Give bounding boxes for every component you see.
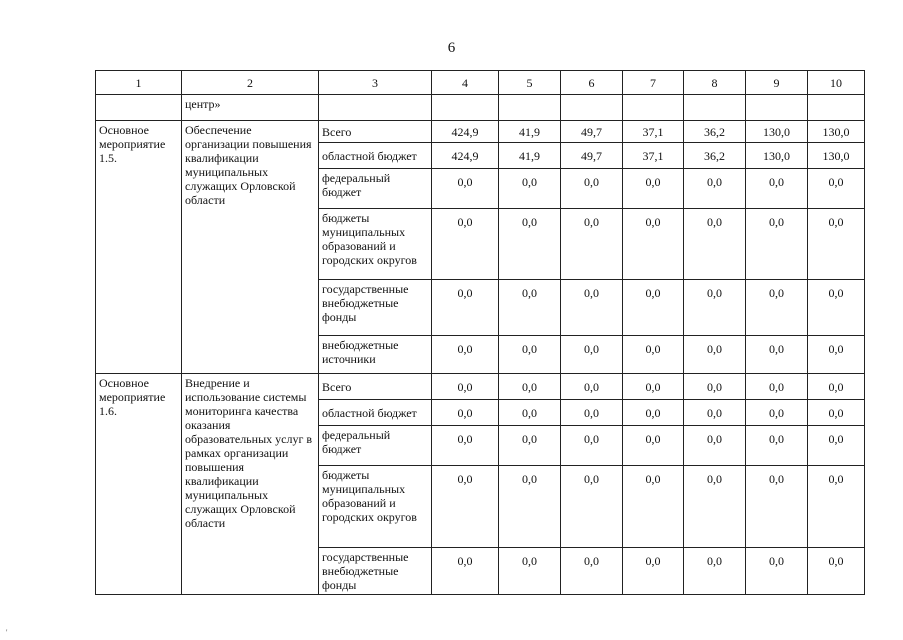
table-row bbox=[96, 121, 865, 143]
value-cell: 0,0 bbox=[808, 548, 865, 595]
page-number: 6 bbox=[447, 40, 456, 56]
value-cell: 0,0 bbox=[746, 426, 808, 466]
empty-cell bbox=[623, 95, 684, 121]
value-cell: 0,0 bbox=[432, 374, 499, 400]
value-cell: 0,0 bbox=[684, 548, 746, 595]
funding-source: государственные внебюджетные фонды bbox=[319, 548, 432, 595]
value-cell: 0,0 bbox=[623, 280, 684, 336]
value-cell: 0,0 bbox=[432, 466, 499, 548]
value-cell: 49,7 bbox=[561, 121, 623, 143]
value-cell: 0,0 bbox=[808, 169, 865, 209]
funding-source: бюджеты муниципальных образований и городских округов bbox=[319, 466, 432, 548]
continuation-row bbox=[96, 95, 865, 121]
value-cell: 0,0 bbox=[561, 466, 623, 548]
value-cell: 0,0 bbox=[499, 280, 561, 336]
column-number: 2 bbox=[182, 71, 319, 95]
empty-cell bbox=[499, 95, 561, 121]
value-cell: 0,0 bbox=[561, 209, 623, 280]
value-cell: 0,0 bbox=[432, 426, 499, 466]
value-cell: 0,0 bbox=[808, 426, 865, 466]
value-cell: 0,0 bbox=[684, 336, 746, 374]
value-cell: 36,2 bbox=[684, 121, 746, 143]
column-number: 10 bbox=[808, 71, 865, 95]
table-row bbox=[96, 374, 865, 400]
measure-label: Основное мероприятие 1.6. bbox=[96, 374, 182, 595]
value-cell: 0,0 bbox=[499, 336, 561, 374]
value-cell: 0,0 bbox=[499, 374, 561, 400]
value-cell: 0,0 bbox=[432, 548, 499, 595]
value-cell: 0,0 bbox=[684, 280, 746, 336]
value-cell: 0,0 bbox=[746, 169, 808, 209]
value-cell: 130,0 bbox=[746, 121, 808, 143]
column-number: 3 bbox=[319, 71, 432, 95]
value-cell: 0,0 bbox=[432, 209, 499, 280]
funding-source: областной бюджет bbox=[319, 400, 432, 426]
value-cell: 0,0 bbox=[561, 374, 623, 400]
column-number: 6 bbox=[561, 71, 623, 95]
empty-cell bbox=[96, 95, 182, 121]
value-cell: 0,0 bbox=[808, 400, 865, 426]
value-cell: 0,0 bbox=[499, 400, 561, 426]
value-cell: 130,0 bbox=[808, 121, 865, 143]
value-cell: 0,0 bbox=[808, 374, 865, 400]
value-cell: 0,0 bbox=[432, 280, 499, 336]
value-cell: 0,0 bbox=[808, 209, 865, 280]
funding-source: федеральный бюджет bbox=[319, 169, 432, 209]
column-number: 1 bbox=[96, 71, 182, 95]
scan-mark: ' bbox=[6, 628, 8, 637]
value-cell: 0,0 bbox=[499, 466, 561, 548]
funding-source: внебюджетные источники bbox=[319, 336, 432, 374]
continuation-text: центр» bbox=[182, 95, 319, 121]
empty-cell bbox=[432, 95, 499, 121]
value-cell: 0,0 bbox=[561, 169, 623, 209]
value-cell: 0,0 bbox=[561, 400, 623, 426]
value-cell: 0,0 bbox=[623, 209, 684, 280]
value-cell: 130,0 bbox=[808, 143, 865, 169]
value-cell: 0,0 bbox=[746, 466, 808, 548]
empty-cell bbox=[684, 95, 746, 121]
value-cell: 36,2 bbox=[684, 143, 746, 169]
value-cell: 0,0 bbox=[561, 280, 623, 336]
value-cell: 37,1 bbox=[623, 143, 684, 169]
value-cell: 41,9 bbox=[499, 143, 561, 169]
value-cell: 0,0 bbox=[684, 209, 746, 280]
value-cell: 0,0 bbox=[746, 400, 808, 426]
column-number: 7 bbox=[623, 71, 684, 95]
value-cell: 0,0 bbox=[746, 336, 808, 374]
value-cell: 0,0 bbox=[432, 169, 499, 209]
funding-source: государственные внебюджетные фонды bbox=[319, 280, 432, 336]
value-cell: 0,0 bbox=[684, 400, 746, 426]
value-cell: 0,0 bbox=[623, 400, 684, 426]
funding-source: федеральный бюджет bbox=[319, 426, 432, 466]
value-cell: 37,1 bbox=[623, 121, 684, 143]
value-cell: 0,0 bbox=[623, 169, 684, 209]
value-cell: 0,0 bbox=[808, 466, 865, 548]
funding-source: Всего bbox=[319, 121, 432, 143]
value-cell: 0,0 bbox=[623, 374, 684, 400]
funding-source: Всего bbox=[319, 374, 432, 400]
value-cell: 0,0 bbox=[432, 400, 499, 426]
value-cell: 41,9 bbox=[499, 121, 561, 143]
value-cell: 0,0 bbox=[684, 426, 746, 466]
value-cell: 0,0 bbox=[623, 336, 684, 374]
value-cell: 0,0 bbox=[623, 426, 684, 466]
value-cell: 0,0 bbox=[684, 374, 746, 400]
value-cell: 0,0 bbox=[808, 280, 865, 336]
measure-label: Основное мероприятие 1.5. bbox=[96, 121, 182, 374]
empty-cell bbox=[746, 95, 808, 121]
value-cell: 0,0 bbox=[684, 169, 746, 209]
value-cell: 0,0 bbox=[499, 426, 561, 466]
value-cell: 424,9 bbox=[432, 121, 499, 143]
budget-table bbox=[95, 70, 865, 595]
value-cell: 0,0 bbox=[746, 209, 808, 280]
value-cell: 0,0 bbox=[432, 336, 499, 374]
value-cell: 424,9 bbox=[432, 143, 499, 169]
column-number: 9 bbox=[746, 71, 808, 95]
value-cell: 0,0 bbox=[499, 548, 561, 595]
empty-cell bbox=[319, 95, 432, 121]
value-cell: 0,0 bbox=[623, 466, 684, 548]
column-number: 5 bbox=[499, 71, 561, 95]
value-cell: 0,0 bbox=[623, 548, 684, 595]
value-cell: 0,0 bbox=[684, 466, 746, 548]
value-cell: 0,0 bbox=[561, 426, 623, 466]
empty-cell bbox=[808, 95, 865, 121]
funding-source: областной бюджет bbox=[319, 143, 432, 169]
value-cell: 0,0 bbox=[746, 374, 808, 400]
value-cell: 0,0 bbox=[808, 336, 865, 374]
value-cell: 0,0 bbox=[746, 280, 808, 336]
value-cell: 0,0 bbox=[561, 336, 623, 374]
empty-cell bbox=[561, 95, 623, 121]
value-cell: 0,0 bbox=[746, 548, 808, 595]
value-cell: 0,0 bbox=[499, 169, 561, 209]
value-cell: 0,0 bbox=[499, 209, 561, 280]
value-cell: 0,0 bbox=[561, 548, 623, 595]
funding-source: бюджеты муниципальных образований и городских округов bbox=[319, 209, 432, 280]
measure-title: Обеспечение организации повышения квалификации муниципальных служащих Орловской области bbox=[182, 121, 319, 374]
value-cell: 49,7 bbox=[561, 143, 623, 169]
value-cell: 130,0 bbox=[746, 143, 808, 169]
column-number: 4 bbox=[432, 71, 499, 95]
column-number: 8 bbox=[684, 71, 746, 95]
header-row bbox=[96, 71, 865, 95]
measure-title: Внедрение и использование системы мониторинга качества оказания образовательных услуг в рамках организации повышения квалификации муниципальных служащих Орловской области bbox=[182, 374, 319, 595]
